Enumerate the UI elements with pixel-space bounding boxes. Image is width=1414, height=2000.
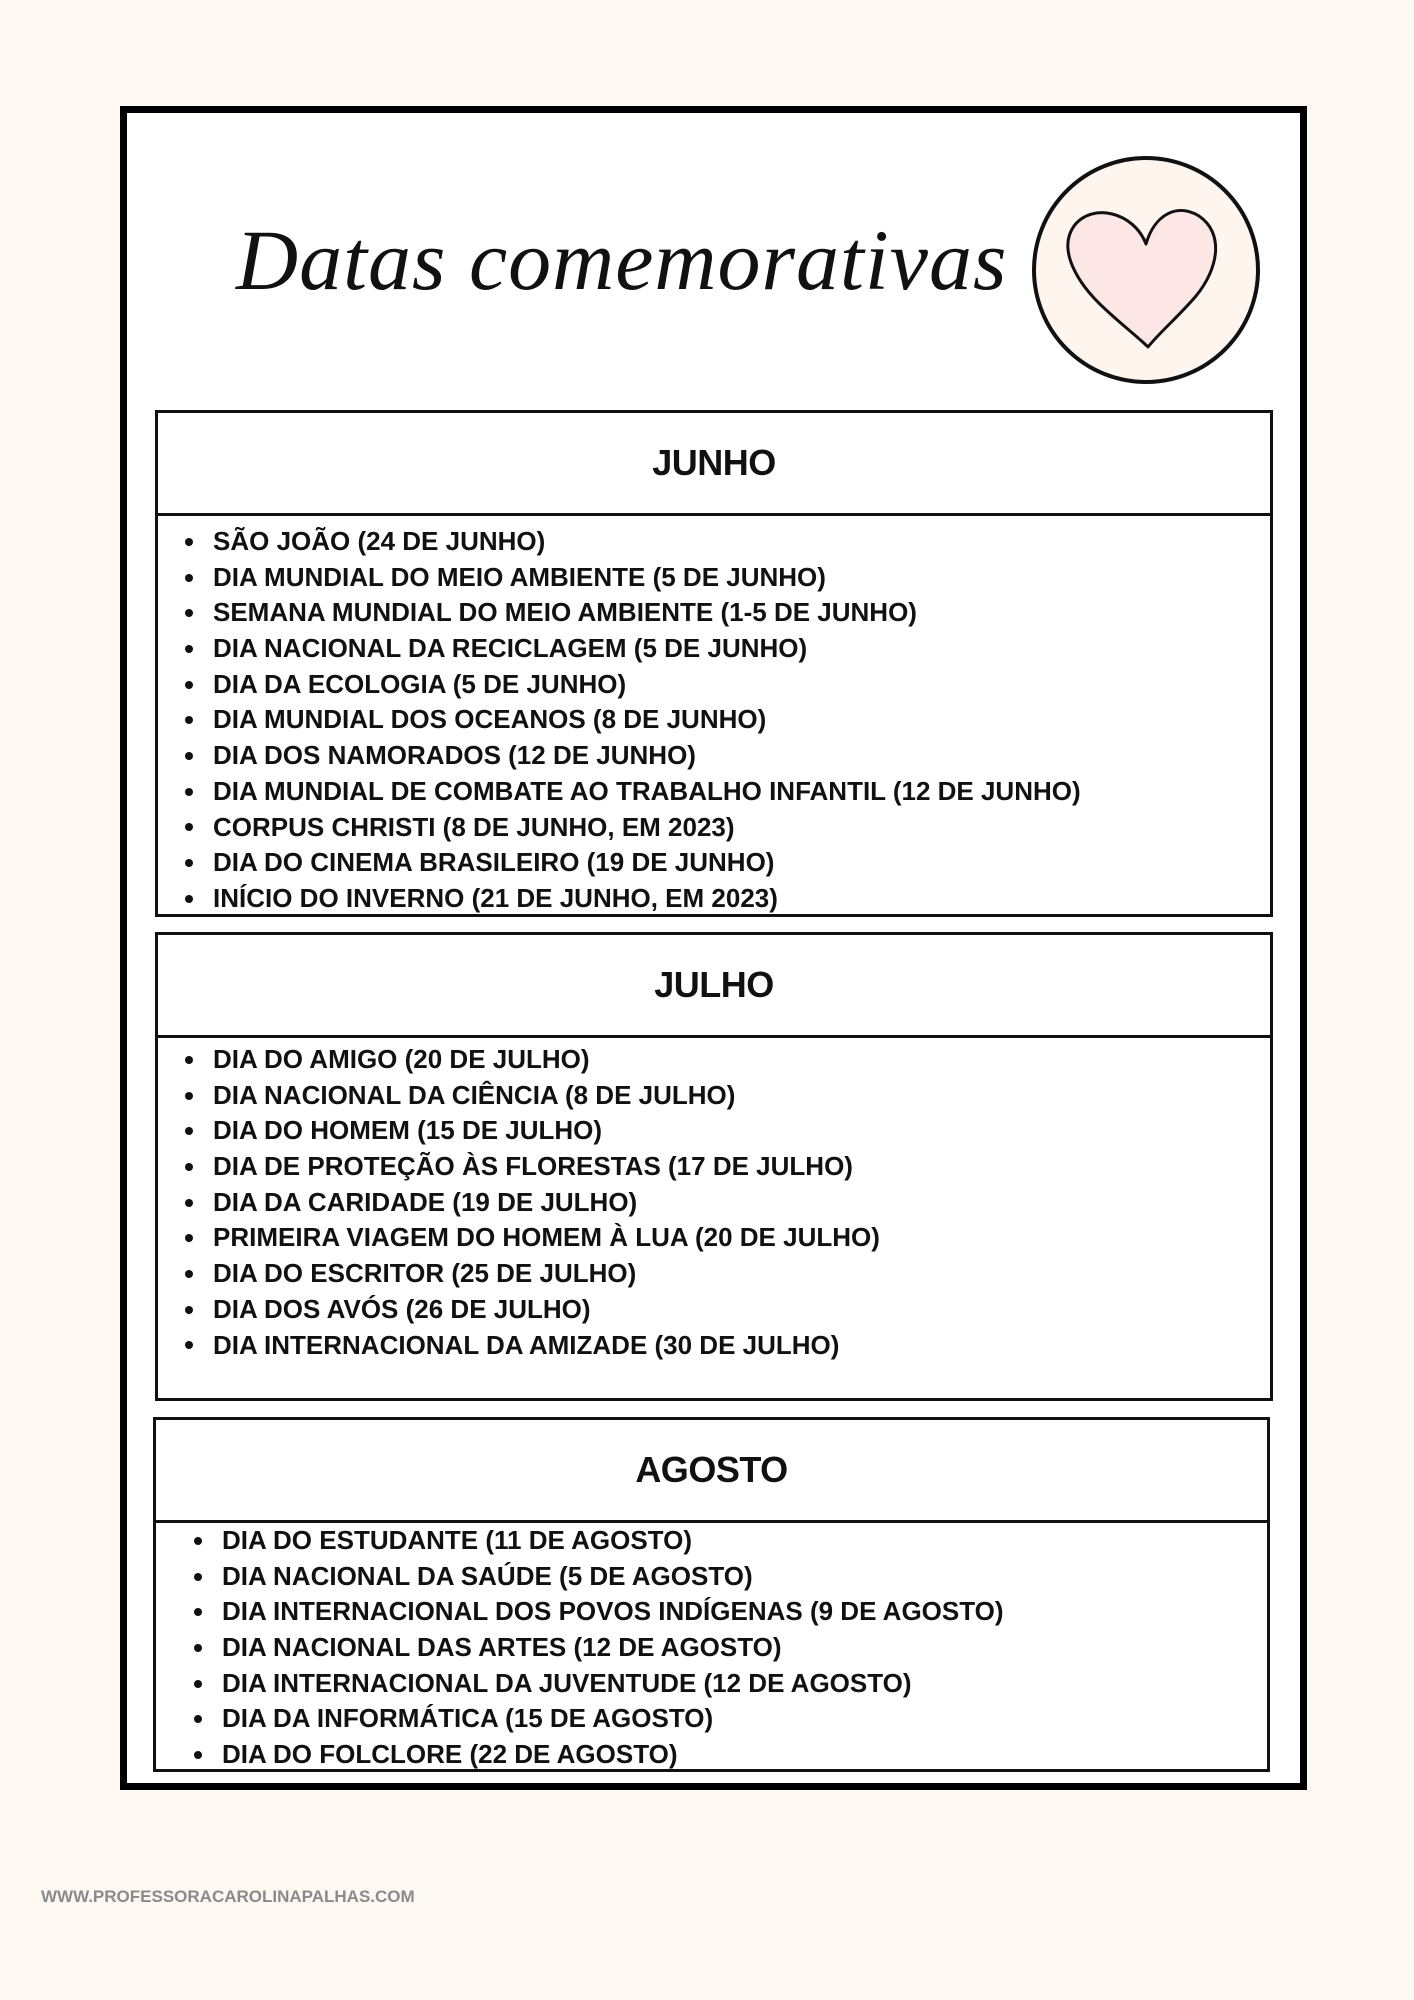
list-item: DIA DO AMIGO (20 DE JULHO) — [158, 1042, 1270, 1078]
month-title: JULHO — [654, 964, 774, 1005]
list-item: DIA DO FOLCLORE (22 DE AGOSTO) — [156, 1737, 1267, 1772]
month-box-julho — [155, 932, 1273, 1401]
list-item: DIA DE PROTEÇÃO ÀS FLORESTAS (17 DE JULHO) — [158, 1149, 1270, 1185]
list-item: DIA DO HOMEM (15 DE JULHO) — [158, 1113, 1270, 1149]
month-header — [158, 935, 1270, 1038]
event-list — [158, 1038, 1270, 1363]
month-box-agosto — [153, 1417, 1270, 1772]
heart-badge — [1030, 154, 1262, 386]
month-box-junho — [155, 410, 1273, 917]
list-item: PRIMEIRA VIAGEM DO HOMEM À LUA (20 DE JULHO) — [158, 1220, 1270, 1256]
list-item: DIA DA ECOLOGIA (5 DE JUNHO) — [158, 667, 1270, 703]
list-item: DIA INTERNACIONAL DA JUVENTUDE (12 DE AGOSTO) — [156, 1666, 1267, 1702]
list-item: DIA DO ESCRITOR (25 DE JULHO) — [158, 1256, 1270, 1292]
page-title: Datas comemorativas — [236, 212, 1008, 308]
list-item: DIA DA INFORMÁTICA (15 DE AGOSTO) — [156, 1701, 1267, 1737]
list-item: DIA DO CINEMA BRASILEIRO (19 DE JUNHO) — [158, 845, 1270, 881]
list-item: DIA INTERNACIONAL DOS POVOS INDÍGENAS (9 DE AGOSTO) — [156, 1594, 1267, 1630]
month-header — [156, 1420, 1267, 1523]
list-item: DIA DOS AVÓS (26 DE JULHO) — [158, 1292, 1270, 1328]
list-item: DIA NACIONAL DA CIÊNCIA (8 DE JULHO) — [158, 1078, 1270, 1114]
list-item: SÃO JOÃO (24 DE JUNHO) — [158, 524, 1270, 560]
list-item: DIA DA CARIDADE (19 DE JULHO) — [158, 1185, 1270, 1221]
list-item: DIA NACIONAL DA SAÚDE (5 DE AGOSTO) — [156, 1559, 1267, 1595]
list-item: CORPUS CHRISTI (8 DE JUNHO, EM 2023) — [158, 810, 1270, 846]
list-item: DIA INTERNACIONAL DA AMIZADE (30 DE JULHO) — [158, 1328, 1270, 1364]
footer-website: WWW.PROFESSORACAROLINAPALHAS.COM — [41, 1887, 415, 1906]
list-item: DIA DOS NAMORADOS (12 DE JUNHO) — [158, 738, 1270, 774]
list-item: DIA MUNDIAL DO MEIO AMBIENTE (5 DE JUNHO) — [158, 560, 1270, 596]
list-item: DIA NACIONAL DA RECICLAGEM (5 DE JUNHO) — [158, 631, 1270, 667]
month-title: AGOSTO — [635, 1449, 788, 1490]
event-list — [156, 1523, 1267, 1772]
list-item: DIA DO ESTUDANTE (11 DE AGOSTO) — [156, 1523, 1267, 1559]
list-item: DIA NACIONAL DAS ARTES (12 DE AGOSTO) — [156, 1630, 1267, 1666]
list-item: DIA MUNDIAL DOS OCEANOS (8 DE JUNHO) — [158, 702, 1270, 738]
list-item: INÍCIO DO INVERNO (21 DE JUNHO, EM 2023) — [158, 881, 1270, 917]
event-list — [158, 516, 1270, 917]
month-header — [158, 413, 1270, 516]
list-item: DIA MUNDIAL DE COMBATE AO TRABALHO INFANTIL (12 DE JUNHO) — [158, 774, 1270, 810]
month-title: JUNHO — [652, 442, 776, 483]
list-item: SEMANA MUNDIAL DO MEIO AMBIENTE (1-5 DE JUNHO) — [158, 595, 1270, 631]
